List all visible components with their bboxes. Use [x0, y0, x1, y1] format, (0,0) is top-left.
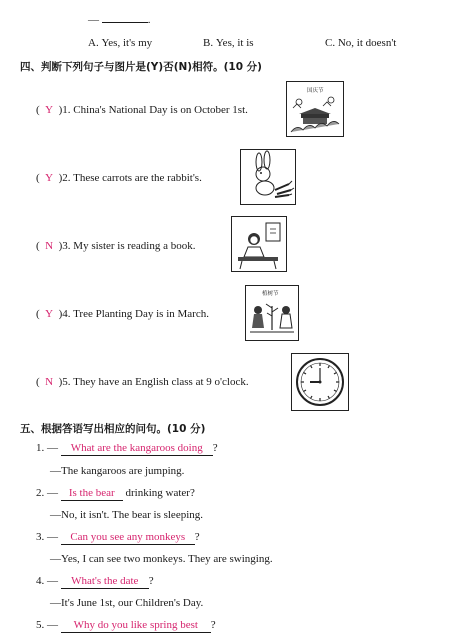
rabbit-carrots-picture [240, 149, 296, 205]
clock-picture [291, 353, 349, 411]
question-3: 3. — Can you see any monkeys ? [36, 531, 200, 543]
girl-drawing-picture [231, 216, 287, 272]
answer-line[interactable]: What's the date [61, 575, 149, 589]
reply-1: —The kangaroos are jumping. [50, 465, 185, 477]
answer-line[interactable]: Why do you like spring best [61, 619, 211, 633]
answer-mark: N [45, 240, 54, 252]
question-4: 4. — What's the date ? [36, 575, 154, 587]
option-b: B. Yes, it is [203, 37, 254, 49]
option-c: C. No, it doesn't [325, 37, 397, 49]
answer-blank[interactable] [102, 12, 148, 23]
answer-mark: N [45, 376, 54, 388]
sentence: 4. Tree Planting Day is in March. [62, 308, 209, 320]
reply-3: —Yes, I can see two monkeys. They are swinging. [50, 553, 273, 565]
sentence: 2. These carrots are the rabbit's. [62, 172, 202, 184]
period: . [147, 14, 151, 26]
question-1: 1. — What are the kangaroos doing ? [36, 442, 218, 454]
reply-4: —It's June 1st, our Children's Day. [50, 597, 204, 609]
section-5-title: 五、根据答语写出相应的问句。(10 分) [20, 423, 206, 435]
national-day-picture [286, 81, 344, 137]
picture-label: 植树节 [262, 291, 279, 297]
judgment-item-5: ( N )5. They have an English class at 9 o'clock. [36, 376, 249, 388]
answer-mark: Y [45, 172, 54, 184]
judgment-item-1: ( Y )1. China's National Day is on October 1st. [36, 104, 248, 116]
judgment-item-3: ( N )3. My sister is reading a book. [36, 240, 196, 252]
judgment-item-4: ( Y )4. Tree Planting Day is in March. [36, 308, 209, 320]
answer-line[interactable]: Is the bear [61, 487, 123, 501]
sentence: 1. China's National Day is on October 1st. [62, 104, 248, 116]
sentence: 3. My sister is reading a book. [62, 240, 196, 252]
tree-planting-picture [245, 285, 299, 341]
answer-mark: Y [45, 104, 54, 116]
sentence: 5. They have an English class at 9 o'clock. [62, 376, 249, 388]
dash: — [88, 14, 99, 26]
reply-2: —No, it isn't. The bear is sleeping. [50, 509, 204, 521]
answer-line[interactable]: Can you see any monkeys [61, 531, 195, 545]
section-4-title: 四、判断下列句子与图片是(Y)否(N)相符。(10 分) [20, 61, 262, 73]
picture-label: 国庆节 [307, 88, 324, 94]
answer-line[interactable]: What are the kangaroos doing [61, 442, 213, 456]
option-a: A. Yes, it's my [88, 37, 153, 49]
previous-question-blank [88, 12, 151, 26]
question-2: 2. — Is the bear drinking water? [36, 487, 195, 499]
question-5: 5. — Why do you like spring best ? [36, 619, 216, 631]
judgment-item-2: ( Y )2. These carrots are the rabbit's. [36, 172, 202, 184]
answer-mark: Y [45, 308, 54, 320]
